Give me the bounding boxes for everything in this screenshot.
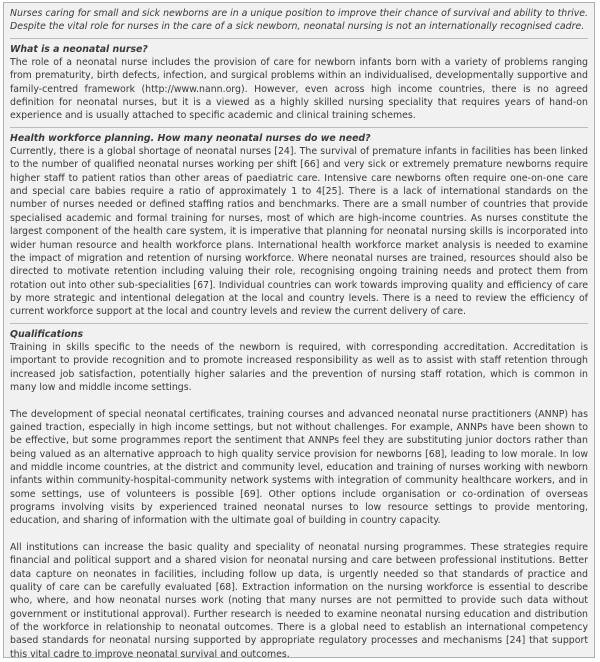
section-paragraph: The development of special neonatal certificates, training courses and advanced neonatal nurse practitioners (ANNP) has gained traction, especially in high income settings, but not without challenges. For example, ANNPs have been shown to be effective, but some programmes report the sentiment that ANNPs feel they are substituting junior doctors rather than being valued as an alternative approach to high quality service provision for newborns [68], leading to low morale. In low and middle income countries, at the district and community level, education and training of nurses working with newborn infants within community-hospital-community network systems with integration of community healthcare workers, and in some settings, use of volunteers is possible [69]. Other options include organisation or co-ordination of overseas programs involving visits by experienced trained neonatal nurses to low resource settings to provide mentoring, education, and sharing of information with the ultimate goal of building in country capacity. — [10, 408, 588, 527]
section-paragraph: Currently, there is a global shortage of neonatal nurses [24]. The survival of premature infants in facilities has been linked to the number of qualified neonatal nurses working per shift [66] and very sick or extremely premature newborns require higher staff to patient ratios than other areas of paediatric care. Intensive care newborns often require one-on-one care and special care babies require a ratio of approximately 1 to 4[25]. There is a lack of international standards on the number of nurses needed or defined staffing ratios and benchmarks. There are a small number of countries that provide specialised academic and formal training for nurses, most of which are high-income countries. As nurses constitute the largest component of the health care system, it is imperative that planning for neonatal nursing skills is incorporated into wider human resource and health workforce plans. International health workforce market analysis is needed to examine the impact of migration and retention of nursing workforce. Where neonatal nurses are trained, resources should also be directed to motivate retention including valuing their role, recognising ongoing training needs and protect them from rotation out into other sub-specialities [67]. Individual countries can work towards improving quality and efficiency of care by more strategic and intentional delegation at the local and country levels. There is a need to review the efficiency of current workforce support at the local and country levels and review the current delivery of care. — [10, 146, 588, 318]
divider — [10, 323, 588, 324]
intro-text: Nurses caring for small and sick newborns are in a unique position to improve their chance of survival and ability to thrive. Despite the vital role for nurses in the care of a sick newborn, neonatal nursing is not an internationally recognised cadre. — [10, 8, 588, 33]
section-paragraph: Training in skills specific to the needs of the newborn is required, with corresponding accreditation. Accreditation is important to provide recognition and to promote increased responsibility as well as to assist with staff retention through increased job satisfaction, potentially higher salaries and the prevention of nursing staff rotation, which is common in many low and middle income settings. — [10, 341, 588, 393]
divider — [10, 38, 588, 39]
divider — [10, 127, 588, 128]
section-heading: Qualifications — [10, 328, 84, 340]
section-heading: Health workforce planning. How many neonatal nurses do we need? — [10, 132, 371, 144]
text-box — [3, 2, 595, 658]
paragraph-gap — [10, 394, 588, 407]
paragraph-gap — [10, 528, 588, 541]
section-heading: What is a neonatal nurse? — [10, 43, 148, 55]
section-paragraph: All institutions can increase the basic quality and speciality of neonatal nursing programmes. These strategies require financial and political support and a shared vision for neonatal nursing and care between professional institutions. Better data capture on neonates in facilities, including follow up data, is urgently needed so that standards of practice and quality of care can be carefully evaluated [68]. Extraction information on the nursing workforce is essential to describe who, where, and how neonatal nurses work (noting that many nurses are not permitted to provide such data without government or institutional approval). Further research is needed to examine neonatal nursing education and distribution of the workforce in relationship to neonatal outcomes. There is a global need to establish an international competency based standards for neonatal nursing supported by appropriate regulatory processes and mechanisms [24] that support this vital cadre to improve neonatal survival and outcomes. — [10, 542, 588, 660]
section-paragraph: The role of a neonatal nurse includes the provision of care for newborn infants born with a variety of problems ranging from prematurity, birth defects, infection, and surgical problems within an individualised, developmentally supportive and family-centred framework (http://www.nann.org). However, even across high income countries, there is no agreed definition for neonatal nurses, but it is a viewed as a highly skilled nursing speciality that requires years of hand-on experience and is usually attached to specific academic and clinical training schemes. — [10, 57, 588, 122]
